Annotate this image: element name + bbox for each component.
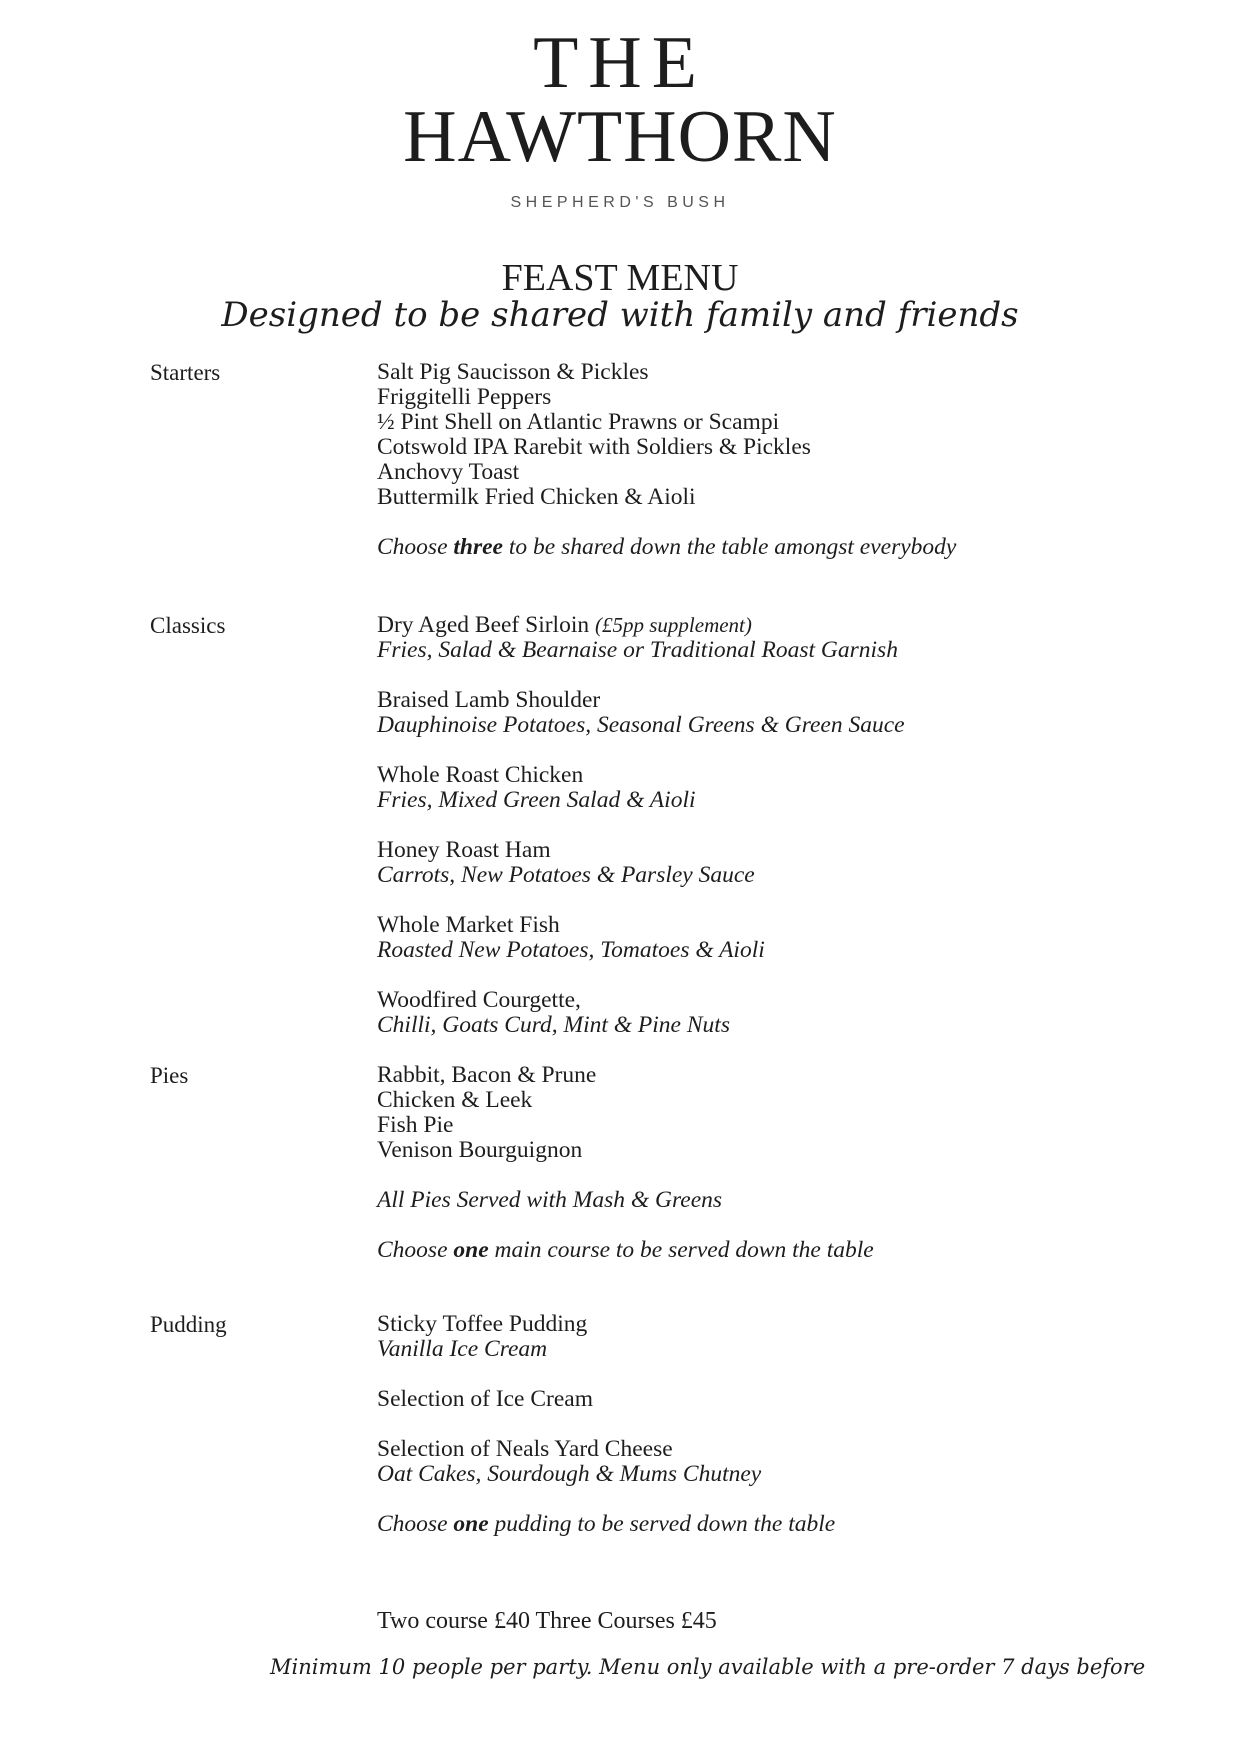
section-label-pies: Pies (150, 1063, 189, 1088)
dish-name: Whole Roast Chicken (377, 762, 584, 788)
logo-line-the: THE (533, 22, 707, 104)
dish-name: Selection of Ice Cream (377, 1386, 593, 1412)
list-item: Salt Pig Saucisson & Pickles (377, 359, 649, 385)
menu-title: FEAST MENU (501, 257, 739, 299)
dish-name: Dry Aged Beef Sirloin (£5pp supplement) (377, 612, 752, 638)
pies-list (377, 1063, 874, 1263)
list-item: Buttermilk Fried Chicken & Aioli (377, 484, 696, 510)
list-item: Fish Pie (377, 1112, 454, 1138)
dish-description: Oat Cakes, Sourdough & Mums Chutney (377, 1461, 762, 1487)
dish-description: Chilli, Goats Curd, Mint & Pine Nuts (377, 1012, 730, 1038)
footer-note: Minimum 10 people per party. Menu only available with a pre-order 7 days before (270, 1655, 1146, 1679)
pudding-list (377, 1312, 835, 1537)
dish-name: Honey Roast Ham (377, 837, 551, 863)
menu-subtitle: Designed to be shared with family and friends (221, 295, 1019, 335)
pies-served-note: All Pies Served with Mash & Greens (377, 1187, 723, 1213)
dish-description: Roasted New Potatoes, Tomatoes & Aioli (377, 937, 765, 963)
supplement-note: (£5pp supplement) (595, 613, 752, 637)
dish-name: Braised Lamb Shoulder (377, 687, 601, 713)
list-item: Venison Bourguignon (377, 1137, 583, 1163)
dish-name: Sticky Toffee Pudding (377, 1311, 588, 1337)
classics-list (377, 613, 905, 1038)
location-subtitle: SHEPHERD'S BUSH (510, 194, 730, 211)
list-item: Anchovy Toast (377, 459, 520, 485)
section-label-pudding: Pudding (150, 1312, 227, 1337)
list-item: ½ Pint Shell on Atlantic Prawns or Scampi (377, 409, 780, 435)
pies-note: Choose one main course to be served down the table (377, 1237, 874, 1263)
pricing: Two course £40 Three Courses £45 (377, 1608, 717, 1634)
logo-line-hawthorn: HAWTHORN (403, 96, 837, 178)
list-item: Rabbit, Bacon & Prune (377, 1062, 597, 1088)
dish-description: Dauphinoise Potatoes, Seasonal Greens & Green Sauce (377, 712, 905, 738)
dish-description: Fries, Mixed Green Salad & Aioli (377, 787, 696, 813)
starters-list (377, 360, 956, 560)
dish-name: Selection of Neals Yard Cheese (377, 1436, 673, 1462)
list-item: Chicken & Leek (377, 1087, 533, 1113)
list-item: Cotswold IPA Rarebit with Soldiers & Pickles (377, 434, 811, 460)
pudding-note: Choose one pudding to be served down the table (377, 1511, 836, 1537)
section-label-classics: Classics (150, 613, 226, 638)
dish-name: Whole Market Fish (377, 912, 560, 938)
list-item: Friggitelli Peppers (377, 384, 552, 410)
section-label-starters: Starters (150, 360, 221, 385)
dish-description: Vanilla Ice Cream (377, 1336, 548, 1362)
dish-name: Woodfired Courgette, (377, 987, 581, 1013)
starters-note: Choose three to be shared down the table amongst everybody (377, 534, 957, 560)
dish-description: Fries, Salad & Bearnaise or Traditional Roast Garnish (377, 637, 898, 663)
dish-description: Carrots, New Potatoes & Parsley Sauce (377, 862, 755, 888)
